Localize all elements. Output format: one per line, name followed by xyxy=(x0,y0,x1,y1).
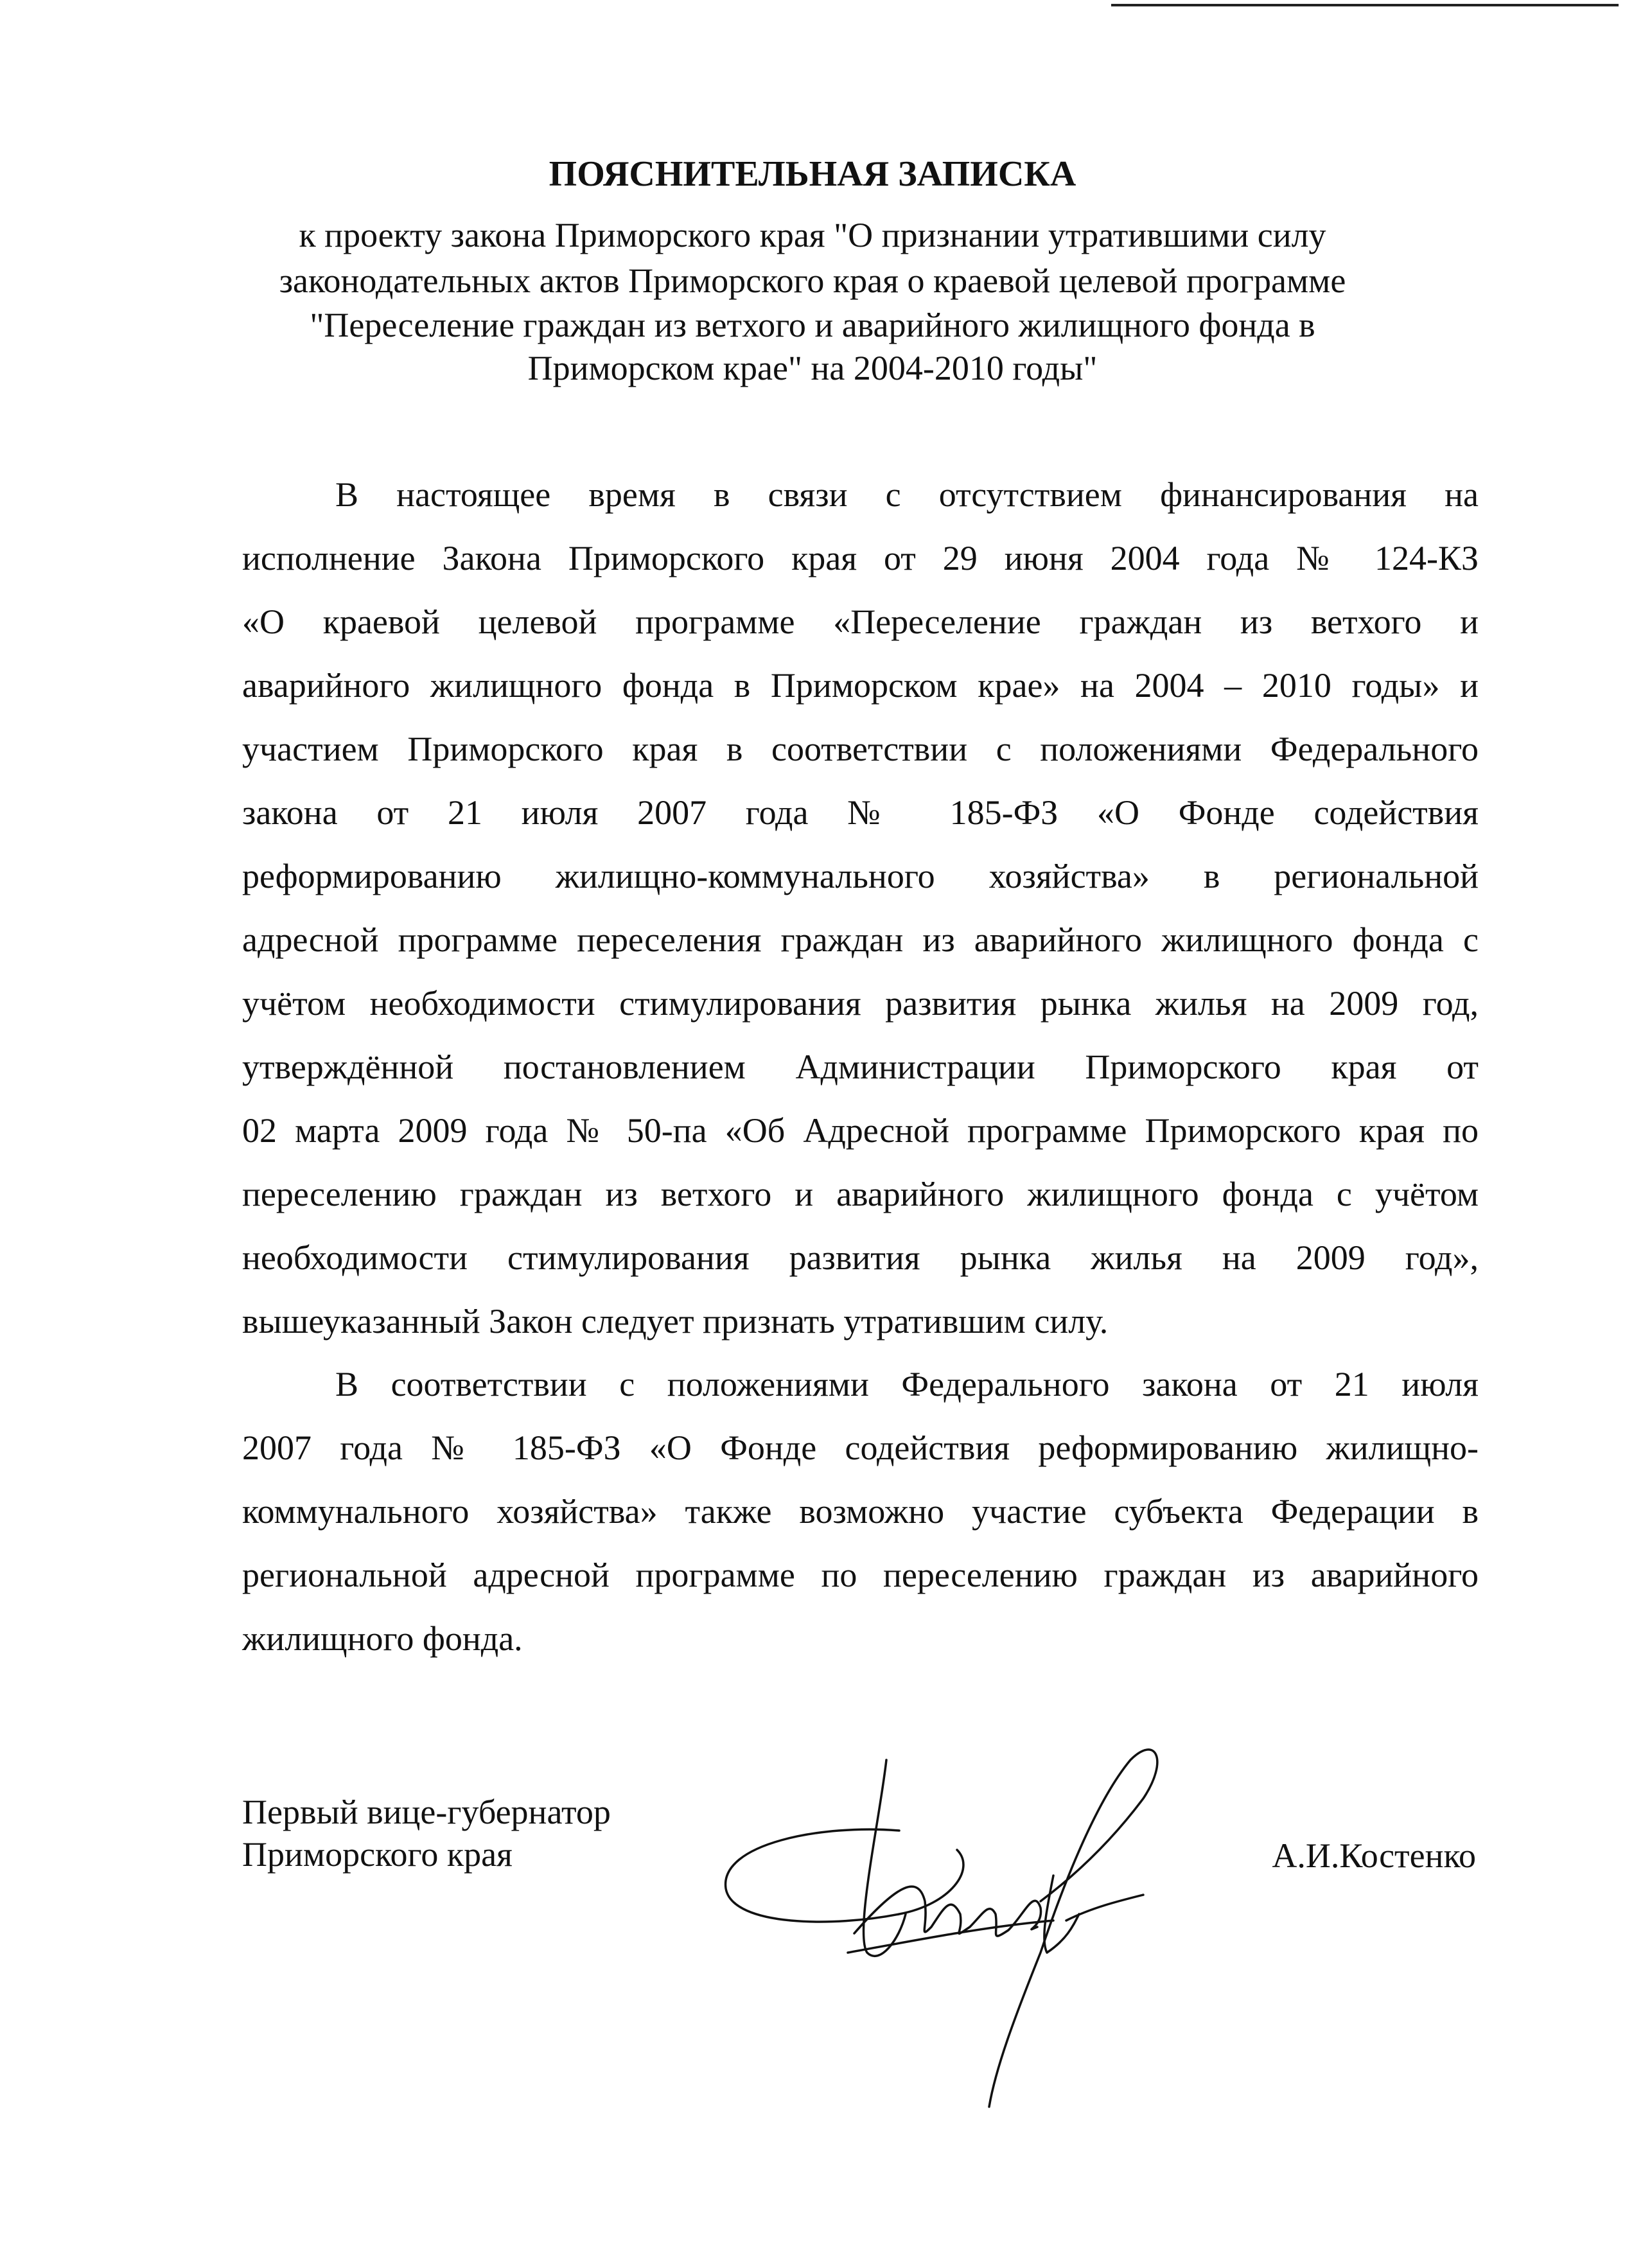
text-line: жилищного фонда. xyxy=(242,1619,523,1658)
text-line: коммунального хозяйства» также возможно участие субъекта Федерации в xyxy=(242,1492,1479,1531)
signatory-position-line1: Первый вице-губернатор xyxy=(242,1793,611,1831)
subtitle-line: к проекту закона Приморского края "О признании утратившими силу xyxy=(299,216,1326,254)
text-line: закона от 21 июля 2007 года № 185-ФЗ «О Фонде содействия xyxy=(242,793,1479,832)
subtitle-line: "Переселение граждан из ветхого и аварийного жилищного фонда в xyxy=(310,306,1315,344)
text-line: В соответствии с положениями Федерального закона от 21 июля xyxy=(335,1365,1479,1403)
text-line: исполнение Закона Приморского края от 29 июня 2004 года № 124-КЗ xyxy=(242,539,1479,577)
text-line: участием Приморского края в соответствии с положениями Федерального xyxy=(242,730,1479,768)
text-line: региональной адресной программе по переселению граждан из аварийного xyxy=(242,1556,1479,1594)
text-line: В настоящее время в связи с отсутствием финансирования на xyxy=(335,475,1479,514)
text-line: 2007 года № 185-ФЗ «О Фонде содействия реформированию жилищно- xyxy=(242,1428,1479,1467)
text-line: 02 марта 2009 года № 50-па «Об Адресной программе Приморского края по xyxy=(242,1111,1479,1150)
text-line: вышеуказанный Закон следует признать утратившим силу. xyxy=(242,1302,1109,1341)
text-line: «О краевой целевой программе «Переселение граждан из ветхого и xyxy=(242,602,1479,641)
text-line: реформированию жилищно-коммунального хозяйства» в региональной xyxy=(242,857,1479,895)
subtitle-line: законодательных актов Приморского края о краевой целевой программе xyxy=(279,261,1346,300)
signatory-name: А.И.Костенко xyxy=(1272,1836,1476,1875)
handwritten-signature xyxy=(707,1721,1259,2132)
document-title: ПОЯСНИТЕЛЬНАЯ ЗАПИСКА xyxy=(549,154,1076,194)
signatory-position-line2: Приморского края xyxy=(242,1835,513,1874)
text-line: утверждённой постановлением Администрации Приморского края от xyxy=(242,1048,1479,1086)
text-line: необходимости стимулирования развития рынка жилья на 2009 год», xyxy=(242,1238,1479,1277)
text-line: учётом необходимости стимулирования развития рынка жилья на 2009 год, xyxy=(242,984,1479,1023)
text-line: переселению граждан из ветхого и аварийного жилищного фонда с учётом xyxy=(242,1175,1479,1213)
text-line: адресной программе переселения граждан из аварийного жилищного фонда с xyxy=(242,920,1479,959)
subtitle-line: Приморском крае" на 2004-2010 годы" xyxy=(527,349,1098,387)
top-rule xyxy=(1111,4,1619,6)
text-line: аварийного жилищного фонда в Приморском крае» на 2004 – 2010 годы» и xyxy=(242,666,1479,705)
